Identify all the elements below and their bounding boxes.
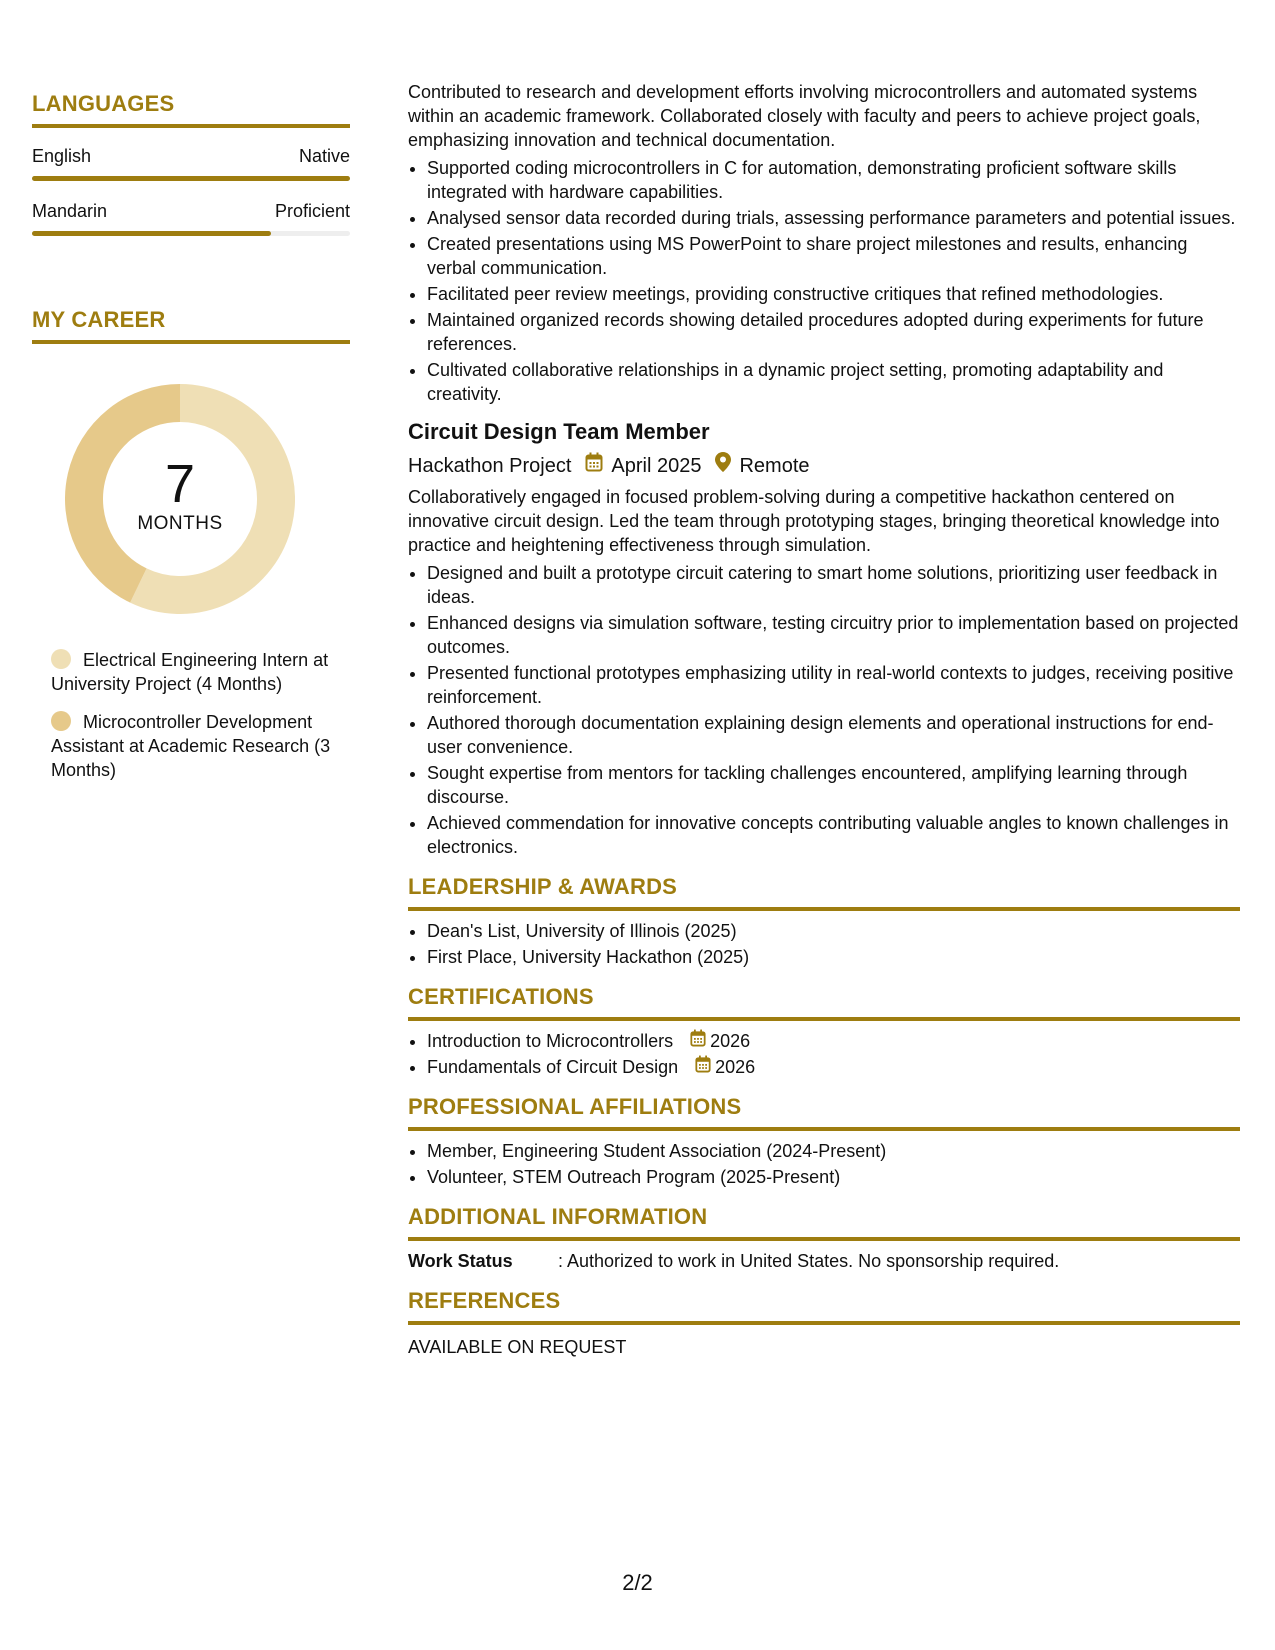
language-proficiency-fill	[32, 231, 271, 236]
page-number: 2/2	[622, 1570, 653, 1595]
references-section	[408, 1287, 1240, 1359]
legend-item	[51, 648, 341, 696]
info-label: Work Status	[408, 1251, 513, 1271]
list-item: • Supported coding microcontrollers in C for automation, demonstrating proficient software skills integrated with hardware capabilities.	[427, 156, 1240, 204]
job-meta	[408, 452, 1240, 479]
info-row	[408, 1249, 1240, 1273]
language-item	[32, 144, 350, 181]
list-item: • Authored thorough documentation explaining design elements and operational instructions for end-user convenience.	[427, 711, 1240, 759]
job-organization: Hackathon Project	[408, 454, 572, 477]
language-name: English	[32, 146, 92, 166]
calendar-icon	[585, 452, 603, 479]
section-divider	[408, 1017, 1240, 1021]
list-item: • Cultivated collaborative relationships in a dynamic project setting, promoting adaptability and creativity.	[427, 358, 1240, 406]
job-bullets	[408, 156, 1240, 406]
info-value: : Authorized to work in United States. No sponsorship required.	[558, 1251, 1060, 1271]
location-pin-icon	[715, 452, 731, 479]
legend-item	[51, 710, 341, 782]
list-item: • Designed and built a prototype circuit catering to smart home solutions, prioritizing user feedback in ideas.	[427, 561, 1240, 609]
leadership-title: LEADERSHIP & AWARDS	[408, 874, 678, 899]
job-title: Circuit Design Team Member	[408, 419, 710, 444]
legend-label: Electrical Engineering Intern at University Project (4 Months)	[51, 650, 329, 694]
leadership-list	[408, 919, 1240, 969]
list-item	[427, 1029, 1240, 1053]
list-item	[427, 1055, 1240, 1079]
experience-entry	[408, 418, 1240, 859]
additional-info-title: ADDITIONAL INFORMATION	[408, 1204, 708, 1229]
career-title: MY CAREER	[32, 307, 166, 332]
experience-entry	[408, 80, 1240, 406]
certifications-section	[408, 983, 1240, 1079]
legend-label: Microcontroller Development Assistant at Academic Research (3 Months)	[51, 712, 331, 780]
job-location: Remote	[739, 454, 810, 477]
list-item: • First Place, University Hackathon (2025)	[427, 945, 1240, 969]
leadership-section	[408, 873, 1240, 969]
languages-title: LANGUAGES	[32, 91, 175, 116]
language-proficiency-bar	[32, 176, 350, 181]
list-item: • Member, Engineering Student Association (2024-Present)	[427, 1139, 1240, 1163]
section-divider	[408, 1127, 1240, 1131]
language-proficiency-bar	[32, 231, 350, 236]
certification-year: 2026	[715, 1057, 756, 1077]
job-date: April 2025	[611, 454, 702, 477]
career-section	[32, 306, 350, 782]
left-column	[32, 90, 350, 796]
language-level: Native	[298, 146, 350, 166]
additional-info-section	[408, 1203, 1240, 1273]
affiliations-title: PROFESSIONAL AFFILIATIONS	[408, 1094, 742, 1119]
calendar-icon	[695, 1055, 715, 1079]
section-divider	[408, 1237, 1240, 1241]
language-name: Mandarin	[32, 201, 108, 221]
section-divider	[32, 340, 350, 344]
section-divider	[408, 907, 1240, 911]
list-item: • Sought expertise from mentors for tackling challenges encountered, amplifying learning through discourse.	[427, 761, 1240, 809]
list-item: • Volunteer, STEM Outreach Program (2025-Present)	[427, 1165, 1240, 1189]
section-divider	[32, 124, 350, 128]
affiliations-section	[408, 1093, 1240, 1189]
list-item: • Enhanced designs via simulation software, testing circuitry prior to implementation based on projected outcomes.	[427, 611, 1240, 659]
certification-name: Introduction to Microcontrollers	[427, 1031, 674, 1051]
languages-section	[32, 90, 350, 236]
certification-name: Fundamentals of Circuit Design	[427, 1057, 679, 1077]
job-summary: Collaboratively engaged in focused problem-solving during a competitive hackathon centered on innovative circuit design. Led the team through prototyping stages, bringing theoretical knowledge into practice and heightening effectiveness through simulation.	[408, 487, 1220, 555]
certifications-list	[408, 1029, 1240, 1079]
legend-swatch	[51, 711, 71, 731]
legend-swatch	[51, 649, 71, 669]
job-summary: Contributed to research and development efforts involving microcontrollers and automated systems within an academic framework. Collaborated closely with faculty and peers to achieve project goals, emphasizing innovation and technical documentation.	[408, 82, 1201, 150]
list-item: • Facilitated peer review meetings, providing constructive critiques that refined methodologies.	[427, 282, 1240, 306]
career-total-unit: MONTHS	[137, 513, 223, 534]
list-item: • Maintained organized records showing detailed procedures adopted during experiments for future references.	[427, 308, 1240, 356]
job-bullets	[408, 561, 1240, 859]
career-total-value: 7	[164, 454, 196, 514]
list-item: • Analysed sensor data recorded during trials, assessing performance parameters and potential issues.	[427, 206, 1240, 230]
language-item	[32, 199, 350, 236]
list-item: • Presented functional prototypes emphasizing utility in real-world contexts to judges, receiving positive reinforcement.	[427, 661, 1240, 709]
certification-year: 2026	[710, 1031, 751, 1051]
section-divider	[408, 1321, 1240, 1325]
career-legend	[51, 648, 341, 782]
references-text: AVAILABLE ON REQUEST	[408, 1337, 627, 1357]
language-level: Proficient	[274, 201, 350, 221]
list-item: • Dean's List, University of Illinois (2025)	[427, 919, 1240, 943]
certifications-title: CERTIFICATIONS	[408, 984, 594, 1009]
list-item: • Achieved commendation for innovative concepts contributing valuable angles to known challenges in electronics.	[427, 811, 1240, 859]
list-item: • Created presentations using MS PowerPoint to share project milestones and results, enhancing verbal communication.	[427, 232, 1240, 280]
career-donut-chart	[65, 384, 295, 614]
calendar-icon	[690, 1029, 710, 1053]
references-title: REFERENCES	[408, 1288, 561, 1313]
right-column	[408, 80, 1240, 1359]
language-proficiency-fill	[32, 176, 350, 181]
affiliations-list	[408, 1139, 1240, 1189]
